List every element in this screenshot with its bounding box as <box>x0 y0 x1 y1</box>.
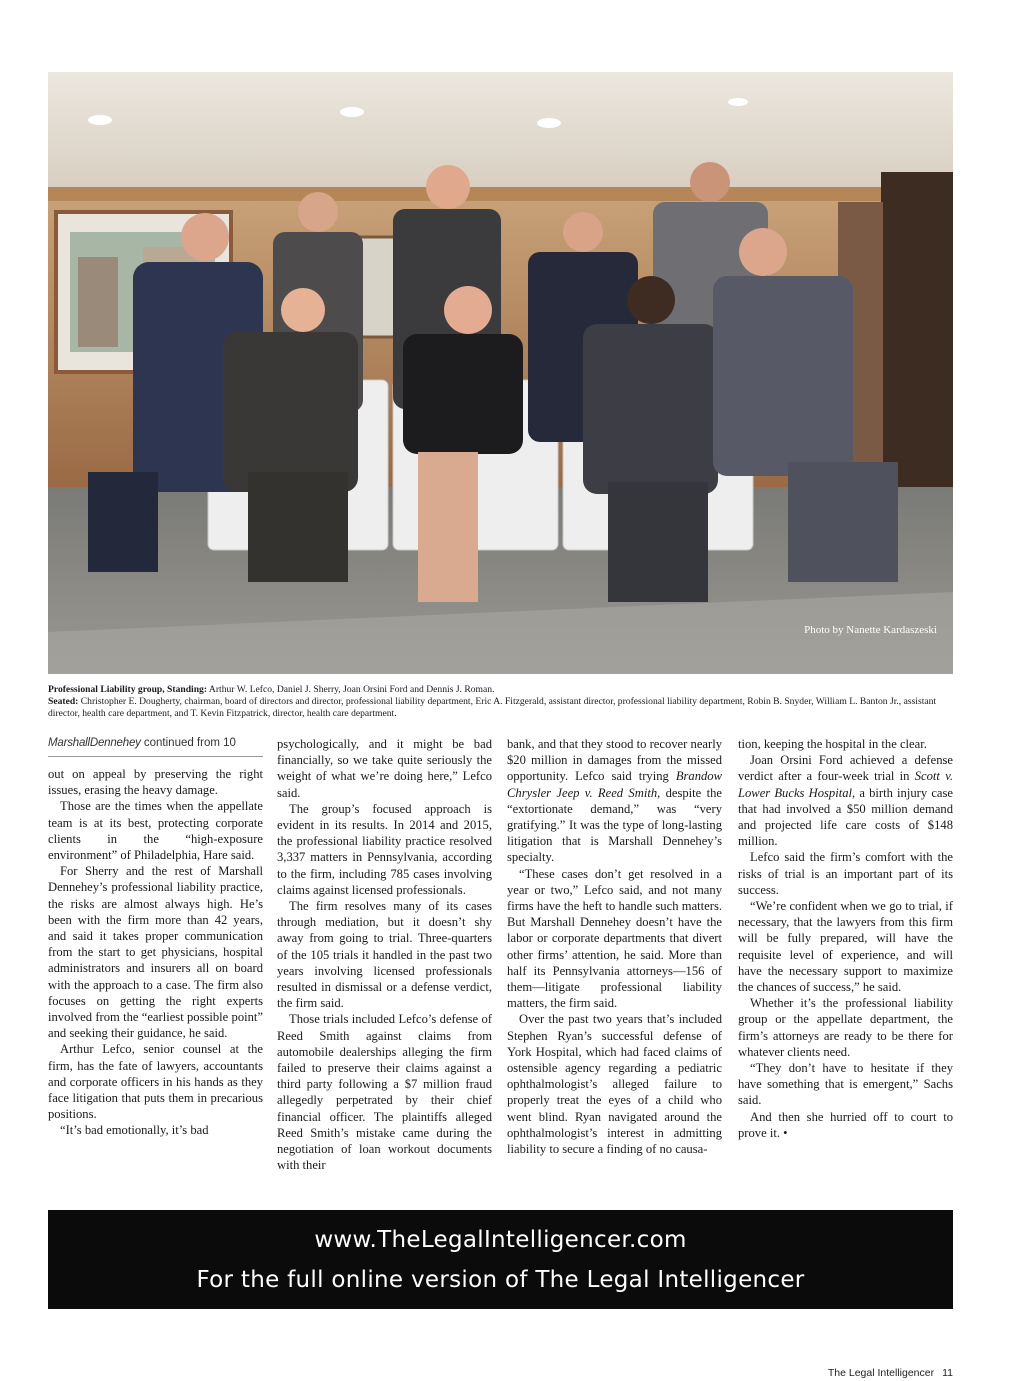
group-photo <box>48 72 953 674</box>
page-footer <box>828 1367 953 1379</box>
article-paragraph: psychologically, and it might be bad financially, so we take quite seriously the weight of what we’re doing here,” Lefco said. <box>277 737 492 800</box>
continued-text: continued from 10 <box>140 737 236 749</box>
photo-credit: Photo by Nanette Kardaszeski <box>804 624 937 636</box>
article-paragraph: The group’s focused approach is evident in its results. In 2014 and 2015, the professional liability practice resolved 3,337 matters in Pennsylvania, according to the firm, including 785 cases involving claims against licensed professionals. <box>277 801 492 897</box>
caption-standing-text: Arthur W. Lefco, Daniel J. Sherry, Joan Orsini Ford and Dennis J. Roman. <box>207 684 495 695</box>
article-paragraph: Arthur Lefco, senior counsel at the firm, has the fate of lawyers, accountants and corporate officers in his hands as they face litigation that puts them in precarious positions. <box>48 1042 263 1122</box>
article-paragraph: Those are the times when the appellate team is at its best, protecting corporate clients in the “high-exposure environment” of Philadelphia, Hare said. <box>48 799 263 863</box>
continued-source: MarshallDennehey <box>48 737 141 749</box>
article-paragraph: Joan Orsini Ford achieved a defense verdict after a four-week trial in Scott v. Lower Bucks Hospital, a birth injury case that had involved a $50 million demand and projected life care costs of $148 million. <box>738 753 953 849</box>
article-paragraph: “These cases don’t get resolved in a year or two,” Lefco said, and not many firms have the heft to handle such matters. But Marshall Dennehey doesn’t have the labor or corporate departments that divert other firms’ attention, he said. More than half its Pennsylvania attorneys—156 of them—litigate professional liability matters, the firm said. <box>507 866 722 1011</box>
group-photo-illustration <box>48 72 953 674</box>
article-paragraph: Those trials included Lefco’s defense of Reed Smith against claims from automobile dealerships alleging the firm failed to preserve their claims against a third party following a $7 million fraud allegedly perpetrated by their chief financial officer. The plaintiffs alleged Reed Smith’s mistake came during the negotiation of loan workout documents with their <box>277 1012 492 1173</box>
banner-url[interactable]: www.TheLegalIntelligencer.com <box>314 1227 687 1253</box>
caption-standing-label: Professional Liability group, Standing: <box>48 684 208 695</box>
article-paragraph: bank, and that they stood to recover nearly $20 million in damages from the missed opportunity. Lefco said trying Brandow Chrysler Jeep v. Reed Smith, despite the “extortionate demand,” was “very gratifying.” It was the type of long-lasting litigation that is Marshall Dennehey’s specialty. <box>507 737 722 865</box>
article-paragraph: Whether it’s the professional liability group or the appellate department, the firm’s attorneys are ready to be there for whatever clients need. <box>738 996 953 1059</box>
banner-tagline: For the full online version of The Legal Intelligencer <box>196 1267 805 1293</box>
footer-publication: The Legal Intelligencer <box>827 1367 935 1379</box>
website-banner <box>48 1210 953 1309</box>
footer-page-number: 11 <box>942 1367 953 1379</box>
article-paragraph: “We’re confident when we go to trial, if necessary, that the lawyers from this firm will be fully prepared, will have the requisite level of experience, and will have the necessary support to maximize the chances of success,” he said. <box>738 899 953 995</box>
article-paragraph: Over the past two years that’s included Stephen Ryan’s successful defense of York Hospital, which had faced claims of ostensible agency regarding a pediatric ophthalmologist’s alleged failure to properly treat the eyes of a child who went blind. Ryan navigated around the ophthalmologist’s interest in admitting liability to secure a finding of no causa- <box>507 1012 722 1157</box>
caption-seated-label: Seated: <box>48 696 79 707</box>
case-name: Brandow Chrysler Jeep v. Reed Smith <box>507 769 722 800</box>
photo-caption <box>48 684 953 720</box>
continued-from-line <box>48 736 263 757</box>
article-paragraph: Lefco said the firm’s comfort with the risks of trial is an important part of its success. <box>738 850 953 897</box>
article-column-2 <box>277 736 492 1173</box>
caption-standing <box>48 684 953 696</box>
case-name: Scott v. Lower Bucks Hospital <box>738 769 953 800</box>
article-paragraph: tion, keeping the hospital in the clear. <box>738 737 927 751</box>
caption-seated <box>48 696 953 720</box>
article-paragraph: And then she hurried off to court to prove it. • <box>738 1109 953 1140</box>
article-column-1 <box>48 736 263 1139</box>
article-paragraph: The firm resolves many of its cases through mediation, but it doesn’t shy away from going to trial. Three-quarters of the 105 trials it handled in the past two years involving licensed professionals resulted in dismissal or a defense verdict, the firm said. <box>277 899 492 1011</box>
article-column-3 <box>507 736 722 1157</box>
article-paragraph: “They don’t have to hesitate if they have something that is emergent,” Sachs said. <box>738 1061 953 1108</box>
article-paragraph: out on appeal by preserving the right issues, erasing the heavy damage. <box>48 767 263 798</box>
article-column-4 <box>738 736 953 1141</box>
article-paragraph: For Sherry and the rest of Marshall Dennehey’s professional liability practice, the risks are almost always high. He’s been with the firm more than 42 years, and said it takes proper communication from the start to get physicians, hospital administrators and insurers all on board with the approach to a case. The firm also focuses on getting the right experts involved from the “earliest possible point” and seeking their guidance, he said. <box>48 864 263 1041</box>
caption-seated-text: Christopher E. Dougherty, chairman, board of directors and director, professional liability department, Eric A. Fitzgerald, assistant director, professional liability department, Robin B. Snyder, William L. Banton Jr., assistant director, health care department, and T. Kevin Fitzpatrick, director, health care department. <box>48 696 937 719</box>
article-paragraph: “It’s bad emotionally, it’s bad <box>60 1123 209 1138</box>
